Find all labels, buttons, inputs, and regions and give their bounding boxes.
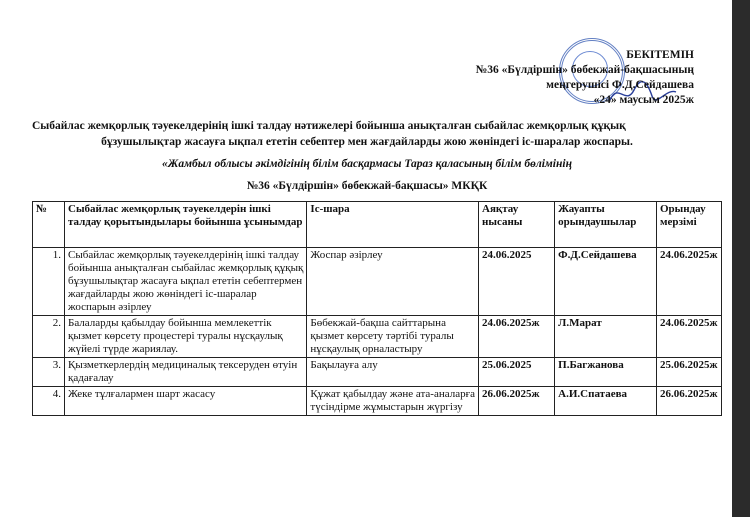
table-row	[33, 387, 722, 416]
row-deadline: 26.06.2025ж	[657, 387, 722, 416]
row-responsible: А.И.Спатаева	[555, 387, 657, 416]
table-row	[33, 358, 722, 387]
header-responsible: Жауапты орындаушылар	[555, 202, 657, 248]
row-number: 3.	[33, 358, 65, 387]
row-number: 1.	[33, 248, 65, 316]
plan-table	[32, 201, 722, 416]
header-number: №	[33, 202, 65, 248]
row-recommendation: Сыбайлас жемқорлық тәуекелдерінің ішкі талдау бойынша анықталған сыбайлас жемқорлық құқық бұзушылықтар жасауға ықпал ететін себептермен жағдайларды жою жөніндегі іс-шаралар жоспарын әзірлеу	[65, 248, 307, 316]
row-responsible: Л.Марат	[555, 316, 657, 358]
row-deadline: 25.06.2025ж	[657, 358, 722, 387]
row-deadline: 24.06.2025ж	[657, 316, 722, 358]
row-activity: Жоспар әзірлеу	[307, 248, 479, 316]
row-recommendation: Қызметкерлердің медициналық тексеруден өтуін қадағалау	[65, 358, 307, 387]
title-line-2: бұзушылықтар жасауға ықпал ететін себептер мен жағдайларды жою жөніндегі іс-шаралар жоспары.	[101, 136, 633, 148]
page-edge-shadow	[732, 0, 750, 517]
row-activity: Бөбекжай-бақша сайттарына қызмет көрсету тәртібі туралы нұсқаулық орналастыру	[307, 316, 479, 358]
row-responsible: П.Багжанова	[555, 358, 657, 387]
table-row	[33, 248, 722, 316]
title-line-3: «Жамбыл облысы әкімдігінің білім басқармасы Тараз қаласының білім бөлімінің	[162, 158, 572, 170]
header-recommendations: Сыбайлас жемқорлық тәуекелдерін ішкі талдау қорытындылары бойынша ұсынымдар	[65, 202, 307, 248]
approval-block	[476, 48, 694, 108]
table-row	[33, 316, 722, 358]
table-header-row	[33, 202, 722, 248]
row-completion-form: 25.06.2025	[479, 358, 555, 387]
approval-head: меңгерушісі Ф.Д.Сейдашева	[546, 79, 694, 91]
header-completion-form: Аяқтау нысаны	[479, 202, 555, 248]
row-responsible: Ф.Д.Сейдашева	[555, 248, 657, 316]
row-recommendation: Балаларды қабылдау бойынша мемлекеттік қызмет көрсету процестері туралы нұсқаулық жүйелі түрде жариялау.	[65, 316, 307, 358]
row-completion-form: 24.06.2025ж	[479, 316, 555, 358]
header-activity: Іс-шара	[307, 202, 479, 248]
row-completion-form: 24.06.2025	[479, 248, 555, 316]
row-recommendation: Жеке тұлғалармен шарт жасасу	[65, 387, 307, 416]
approval-org: №36 «Бүлдіршін» бөбекжай-бақшасының	[475, 64, 694, 76]
document-title	[22, 118, 712, 194]
row-activity: Бақылауға алу	[307, 358, 479, 387]
row-activity: Құжат қабылдау және ата-аналарға түсіндірме жұмыстарын жүргізу	[307, 387, 479, 416]
header-deadline: Орындау мерзімі	[657, 202, 722, 248]
row-number: 4.	[33, 387, 65, 416]
approval-title: БЕКІТЕМІН	[626, 49, 694, 61]
row-deadline: 24.06.2025ж	[657, 248, 722, 316]
row-number: 2.	[33, 316, 65, 358]
title-line-4: №36 «Бүлдіршін» бөбекжай-бақшасы» МКҚК	[246, 180, 488, 192]
approval-date: «24» маусым 2025ж	[593, 94, 694, 106]
row-completion-form: 26.06.2025ж	[479, 387, 555, 416]
title-line-1: Сыбайлас жемқорлық тәуекелдерінің ішкі талдау нәтижелері бойынша анықталған сыбайлас жемқорлық құқық	[32, 120, 626, 132]
